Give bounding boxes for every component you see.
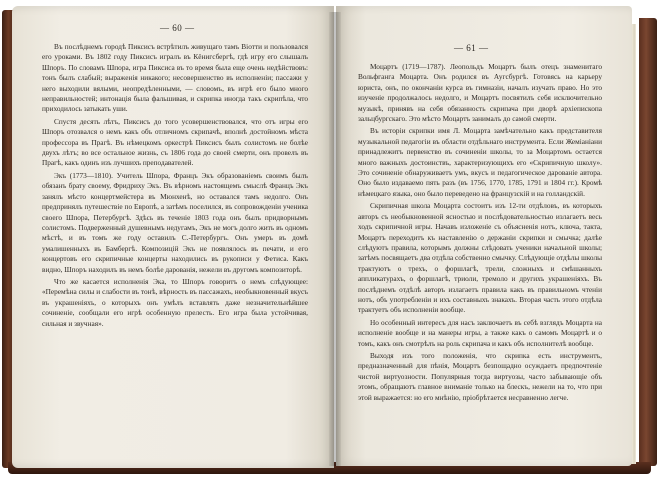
page-number: — 60 — (160, 23, 195, 33)
paragraph: Но особенный интересъ для насъ заключаетъ въ себѣ взглядъ Моцарта на исполненіе вообще и на манеры игры, а также какъ о самомъ Моцартѣ и о томъ, какъ онъ смотрѣлъ на роль скрипача и какъ объ исполнителѣ вообще. (358, 317, 602, 348)
page-text (42, 42, 308, 329)
paragraph: Выходя изъ того положенія, что скрипка есть инструментъ, предназначенный для пѣнія, Моцартъ безпощадно осуждаетъ предпочтеніе чистой виртуозности. Популярныя тогда виртуозы, часто забывающіе объ этомъ, обращаютъ главное вниманіе только на блескъ, нежели на то, что при этой выражается: но его мнѣнію, пріобрѣтается несравненно легче. (358, 350, 602, 402)
book-gutter (329, 12, 341, 466)
paragraph: Спустя десять лѣтъ, Пиксисъ до того усовершенствовался, что отъ игры его Шпоръ отозвался о немъ какъ объ отличномъ скрипачѣ, вполнѣ достойномъ мѣста профессора въ Прагѣ. Въ нѣмецкомъ оркестрѣ Пиксисъ былъ солистомъ не болѣе двухъ лѣтъ; во все остальное жизнь, съ 1806 года до своей смерти, онъ провелъ въ Прагѣ, какъ одинъ изъ лучшихъ преподавателей. (42, 116, 308, 168)
paragraph: Въ исторіи скрипки имя Л. Моцарта замѣчательно какъ представителя музыкальной педагогіи въ области отдѣльнаго инструмента. Если Жеміаніани принадлежитъ первенство въ сочиненіи школы, то за Моцартомъ остается много важныхъ достоинствъ, характеризующихъ его «Скрипичную школу». Это сочиненіе обнаруживаетъ умъ, вкусъ и педагогическое дарованіе автора. Оно было издаваемо пять разъ (въ 1756, 1770, 1785, 1791 и 1804 гг.). Кромѣ нѣмецкаго языка, оно было переведено на французскій и на голландскій. (358, 126, 602, 198)
paragraph: Въ послѣднемъ городѣ Пиксисъ встрѣтилъ живущаго тамъ Віотти и пользовался его уроками. Въ 1802 году Пиксисъ игралъ въ Кёнигсбергѣ, гдѣ игру его слышалъ Шпоръ. По словамъ Шпора, игра Пиксиса въ то время была еще очень недѣйствовъ: тонъ былъ слабый; выраженія никакого; несовершенство въ исполненіи; пассажи у него выходили вялыми, неопредѣленными, — словомъ, въ игрѣ его было много неправильностей; интонація была фальшивая, и скрипка иногда такъ скрипѣла, что приходилось затыкать уши. (42, 42, 308, 114)
book-cover-right (639, 18, 657, 466)
page-number: — 61 — (454, 43, 489, 53)
open-book (2, 4, 657, 474)
paragraph: Моцартъ (1719—1787). Леопольдъ Моцартъ былъ отецъ знаменитаго Вольфганга Моцарта. Онъ родился въ Аугсбургѣ. Готовясь на карьеру юриста, онъ, по окончаніи курса въ гимназіи, началъ изучать право. Но это изученіе продолжалось недолго, и Моцартъ посвятилъ себя исключительно музыкѣ, принявъ на себя обязанность скрипача при дворѣ архіепископа зальцбургскаго. Это мѣсто Моцартъ занималъ до самой смерти. (358, 62, 602, 124)
page-text (358, 62, 602, 403)
paragraph: Скрипичная школа Моцарта состоитъ изъ 12-ти отдѣловъ, въ которыхъ авторъ съ необыкновенной ясностью и послѣдовательностью излагаетъ весь ходъ скрипичной игры. Начавъ изложеніе съ объясненія нотъ, ключа, такта, Моцартъ переходитъ къ наставленію о держаніи скрипки и смычка; далѣе слѣдуютъ правила, которымъ должны слѣдовать ученики начальной школы; затѣмъ посвящаетъ два отдѣла собственно смычку. Слѣдующіе отдѣлы школы трактуютъ о трехъ, о форшлагѣ, трели, сложныхъ и смѣшанныхъ аппликатурахъ, о форшлагѣ, триоли, тремоло и другихъ украшеніяхъ. Въ послѣднемъ отдѣлѣ авторъ излагаетъ правила какъ въ правильномъ чтеніи нотъ, объ употребленіи и ихъ составныхъ знакахъ. Вторая часть этого отдѣла трактуетъ объ исполненіи вообще. (358, 201, 602, 315)
right-page (336, 6, 632, 466)
paragraph: Что же касается исполненія Эка, то Шпоръ говоритъ о немъ слѣдующее: «Перемѣна силы и слабости въ тонѣ, вѣрность въ пассажахъ, необыкновенный вкусъ въ украшеніяхъ, о которыхъ онъ умѣлъ вставлять даже незначительнѣйшее сочиненіе, сообщали его игрѣ особенную прелесть. Его игра была устойчивая, сильная и звучная». (42, 276, 308, 328)
paragraph: Экъ (1773—1810). Учитель Шпора, Францъ Экъ образованіемъ своимъ былъ обязанъ брату своему, Фридриху Экъ. Въ вѣрномъ настоящемъ смыслѣ Францъ Экъ занялъ мѣсто концертмейстера въ Мюнхенѣ, но оставался тамъ недолго. Онъ предпринялъ путешествіе по Европѣ, а затѣмъ поселился, въ сопровожденіи ученика своего Шпора, Петербургѣ. Здѣсь въ теченіе 1803 года онъ былъ придворнымъ солистомъ. Подверженный душевнымъ недугамъ, Экъ не могъ долго жить въ одномъ мѣстѣ, и въ томъ же году оставилъ С.-Петербургъ. Онъ умеръ въ домѣ умалишенныхъ въ Бамбергѣ. Композицій Экъ не появлялось въ печати, и его концертовъ его скрипичные концерты находились въ рукописи у Фетиса. Какъ видно, Шпоръ находилъ въ немъ болѣе дарованія, нежели въ другомъ композиторѣ. (42, 170, 308, 274)
left-page (12, 6, 334, 468)
